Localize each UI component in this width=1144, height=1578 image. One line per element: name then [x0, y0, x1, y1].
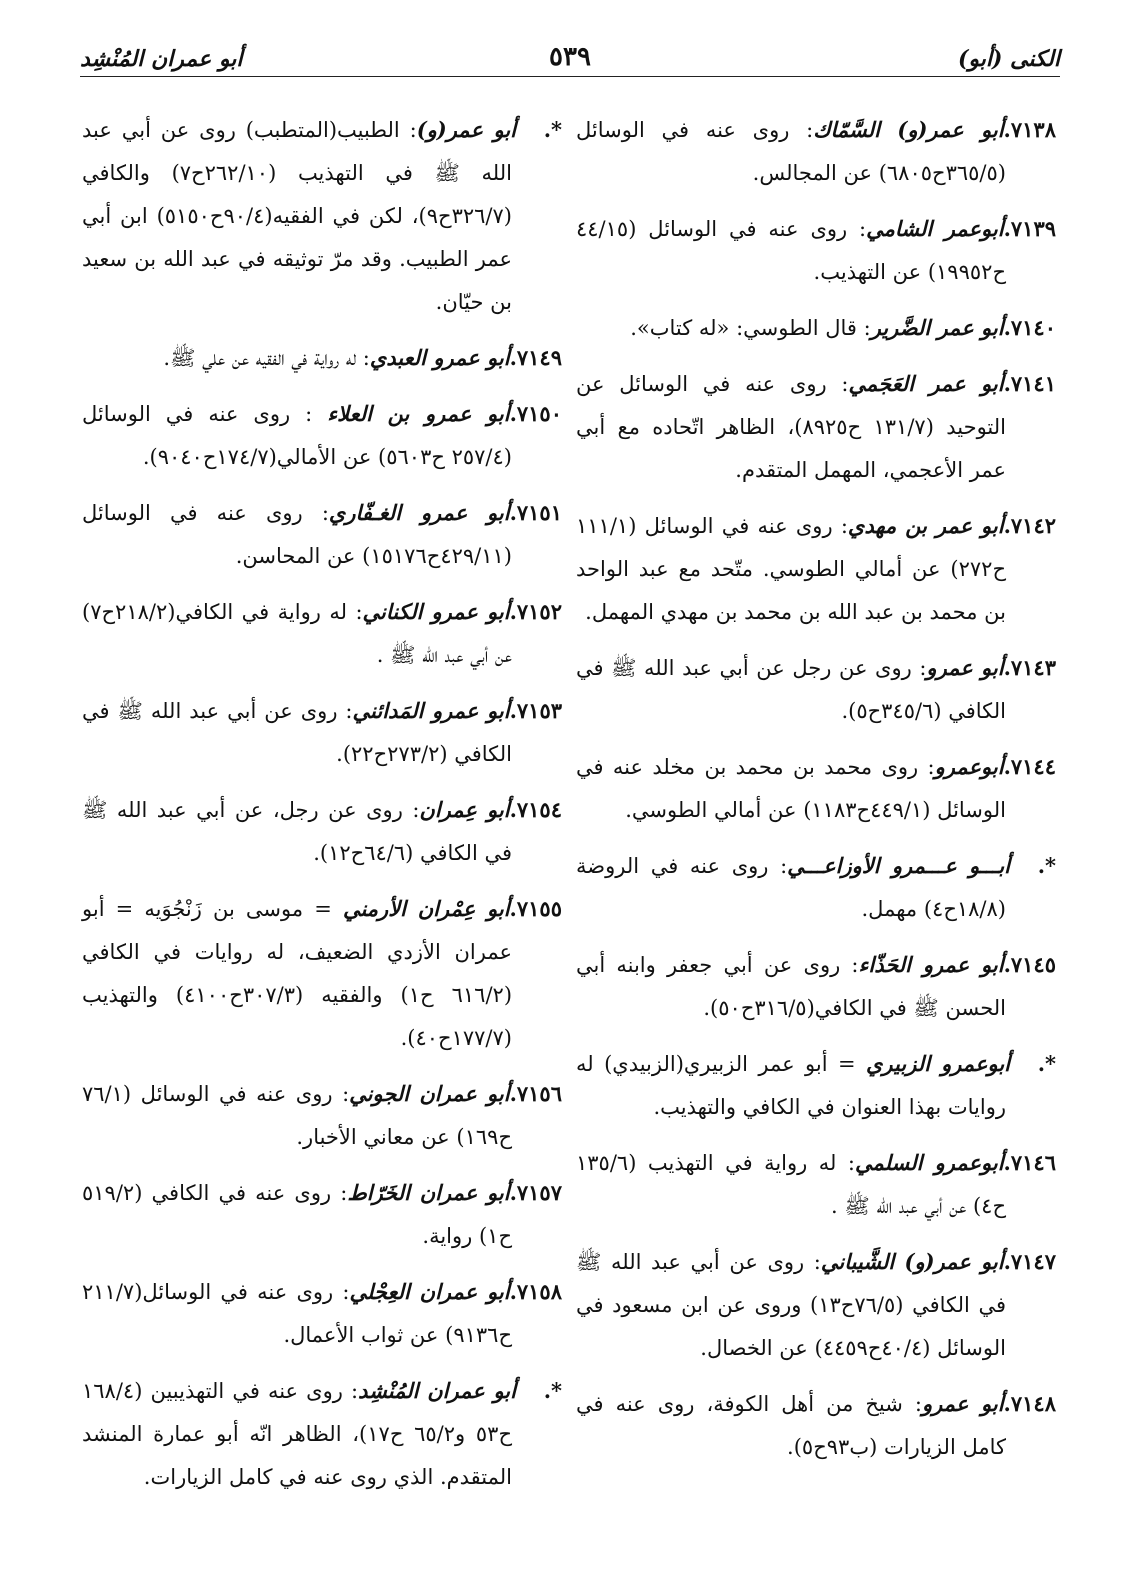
entry — [576, 1141, 1056, 1228]
entry — [82, 887, 562, 1060]
entry — [82, 1171, 562, 1258]
header-running-title: أبو عمران المُنْشِد — [80, 46, 243, 72]
entry-name: أبو عمر(و) الشَّيباني — [820, 1249, 1004, 1274]
entry-text: : روى عنه في الروضة (١٨/٨ح٤) مهمل. — [576, 854, 1006, 921]
entry-number: ٧١٤٠. — [1003, 315, 1056, 340]
entry-name: أبو عمر الضَّرير — [870, 315, 1004, 340]
entry-name: أبو عمرو بن العلاء — [327, 401, 510, 426]
entry-name: أبو عمران الخَرّاط — [347, 1180, 510, 1205]
entry — [82, 590, 562, 677]
entry-name: أبو عمر(و) السَّمّاك — [813, 117, 1004, 142]
entry-name: أبوعمرو السلمي — [854, 1150, 1004, 1175]
entry-number: ٧١٤٨. — [1003, 1391, 1056, 1416]
entry-number: ٧١٤٢. — [1003, 513, 1057, 538]
entry-text: : روى عنه في التهذيبين (١٦٨/٤ ح٥٣ و٦٥/٢ ح١٧)، الظاهر انّه أبو عمارة المنشد المتقدم. الذي روى عنه في كامل الزيارات. — [82, 1379, 513, 1489]
entry-number: ٧١٤٣. — [1003, 655, 1056, 680]
entry-text: : روى عنه في الوسائل (٣٦٥/٥ح٦٨٠٥) عن المجالس. — [576, 118, 1006, 185]
entry — [576, 1042, 1056, 1129]
entry — [576, 844, 1056, 931]
entry-text: : له رواية في الكافي(٢١٨/٢ح٧) عن أبي عبد الله ﷺ . — [82, 600, 512, 667]
entry-number: *. — [1037, 1051, 1057, 1076]
entry — [576, 504, 1056, 634]
entry-number: ٧١٥١. — [509, 500, 562, 525]
entry-name: أبو عمر(و) — [416, 117, 516, 142]
entry-name: أبـــو عـــمرو الأوزاعـــي — [787, 853, 1011, 878]
entry — [82, 392, 562, 479]
entry — [576, 745, 1056, 832]
entry-text: : روى عنه في الكافي (٥١٩/٢ ح١) رواية. — [82, 1181, 512, 1248]
entry — [576, 646, 1056, 733]
entry-name: أبو عمران العِجْلي — [349, 1279, 510, 1304]
entry-name: أبو عمرو المَدائني — [352, 698, 510, 723]
entry-text: : له رواية في الفقيه عن علي ﷺ. — [163, 346, 370, 370]
entry-number: ٧١٤١. — [1003, 371, 1056, 396]
entry-text: = موسى بن زَنْجُوَيه = أبو عمران الأزدي الضعيف، له روايات في الكافي (٦١٦/٢ ح١) والفقيه (٣٠٧/٣ح٤١٠٠) والتهذيب (١٧٧/٧ح٤٠). — [82, 897, 513, 1050]
entry-name: أبوعمرو — [934, 754, 1004, 779]
entry-number: ٧١٣٨. — [1003, 117, 1056, 142]
entry-number: ٧١٤٩. — [509, 345, 562, 370]
entry-text: : روى عنه في الوسائل (٧٦/١ ح١٦٩) عن معاني الأخبار. — [82, 1082, 512, 1149]
entry-text: : روى عن أبي عبد الله ﷺ في الكافي (٢٧٣/٢ح٢٢). — [82, 699, 512, 766]
entry-number: ٧١٤٧. — [1003, 1249, 1056, 1274]
entry — [576, 207, 1056, 294]
entry-number: ٧١٥٤. — [509, 797, 562, 822]
entry — [82, 788, 562, 875]
entry — [576, 1382, 1056, 1469]
entry-text: : روى عن أبي جعفر وابنه أبي الحسن ﷺ في الكافي(٣١٦/٥ح٥٠). — [576, 953, 1006, 1020]
entry-number: ٧١٤٥. — [1003, 952, 1056, 977]
entry-text: : روى عنه في الوسائل (٤٢٩/١١ح١٥١٧٦) عن المحاسن. — [82, 501, 512, 568]
entry-text: : قال الطوسي: «له كتاب». — [630, 316, 871, 340]
entry-number: ٧١٥٨. — [509, 1279, 562, 1304]
entry-number: ٧١٥٠. — [509, 401, 562, 426]
entry-number: ٧١٥٥. — [509, 896, 562, 921]
entry — [82, 1072, 562, 1159]
entry-name: أبوعمر الشامي — [866, 216, 1004, 241]
entry-number: ٧١٤٦. — [1003, 1150, 1056, 1175]
entry — [82, 336, 562, 380]
entry-name: أبو عمرو — [926, 655, 1004, 680]
entry-name: أبو عمرو العبدي — [369, 345, 510, 370]
entry-name: أبو عمرو الحَذّاء — [858, 952, 1004, 977]
entry-number: *. — [543, 1378, 562, 1403]
entry-name: أبو عمرو الغـفّاري — [328, 500, 510, 525]
entry-text: : روى عن أبي عبد الله ﷺ في الكافي (٧٦/٥ح١٣) وروى عن ابن مسعود في الوسائل (٤٠/٤ح٤٤٥٩) عن الخصال. — [576, 1250, 1006, 1360]
entry-text: : الطبيب(المتطبب) روى عن أبي عبد الله ﷺ في التهذيب (٢٦٢/١٠ح٧) والكافي (٣٢٦/٧ح٩)، لكن في الفقيه(٩٠/٤ح٥١٥٠) ابن أبي عمر الطبيب. وقد مرّ توثيقه في عبد الله بن سعيد بن حيّان. — [82, 118, 512, 314]
entry — [576, 362, 1056, 492]
entry-text: : شيخ من أهل الكوفة، روى عنه في كامل الزيارات (ب٩٣ح٥). — [576, 1392, 1006, 1459]
entry — [576, 943, 1056, 1030]
right-column — [576, 108, 1056, 1481]
entry-number: ٧١٥٢. — [509, 599, 562, 624]
entry-name: أبو عمرو الكناني — [362, 599, 510, 624]
entry-number: ٧١٥٦. — [509, 1081, 562, 1106]
entry-text: : روى محمد بن محمد بن مخلد عنه في الوسائل (٤٤٩/١ح١١٨٣) عن أمالي الطوسي. — [576, 755, 1006, 822]
page-header — [80, 40, 1060, 77]
entry-name: أبوعمرو الزبيري — [866, 1051, 1011, 1076]
left-column — [82, 108, 562, 1511]
entry — [82, 491, 562, 578]
entry-number: ٧١٥٧. — [509, 1180, 562, 1205]
entry-name: أبو عمر بن مهدي — [847, 513, 1004, 538]
entry — [82, 108, 562, 324]
entry-number: ٧١٣٩. — [1003, 216, 1057, 241]
entry-name: أبو عمران المُنْشِد — [358, 1378, 516, 1403]
entry-text: : له رواية في التهذيب (١٣٥/٦ ح٤) عن أبي عبد الله ﷺ . — [576, 1151, 1006, 1218]
entry-text: : روى عن رجل، عن أبي عبد الله ﷺ في الكافي (٦٤/٦ح١٢). — [82, 798, 512, 865]
entry-text: : روى عنه في الوسائل (٢٥٧/٤ ح٥٦٠٣) عن الأمالي(١٧٤/٧ح٩٠٤٠). — [82, 402, 512, 469]
entry — [82, 1270, 562, 1357]
entry-text: = أبو عمر الزبيري(الزبيدي) له روايات بهذا العنوان في الكافي والتهذيب. — [576, 1052, 1006, 1119]
entry-name: أبو عِمْران الأرمني — [342, 896, 510, 921]
entry-name: أبو عِمران — [419, 797, 510, 822]
entry-number: *. — [543, 117, 562, 142]
entry-text: : روى عنه في الوسائل عن التوحيد (١٣١/٧ ح٨٩٢٥)، الظاهر اتّحاده مع أبي عمر الأعجمي، المهمل المتقدم. — [576, 372, 1006, 482]
entry-number: *. — [1037, 853, 1057, 878]
entry-text: : روى عن رجل عن أبي عبد الله ﷺ في الكافي (٣٤٥/٦ح٥). — [576, 656, 1006, 723]
entry-name: أبو عمرو — [921, 1391, 1004, 1416]
entry — [82, 689, 562, 776]
entry — [576, 108, 1056, 195]
header-chapter-title: الكنى (أبو) — [957, 46, 1060, 72]
entry-name: أبو عمر العَجَمي — [848, 371, 1004, 396]
entry — [576, 306, 1056, 350]
entry-number: ٧١٤٤. — [1003, 754, 1056, 779]
entry-text: : روى عنه في الوسائل(٢١١/٧ ح٩١٣٦) عن ثواب الأعمال. — [82, 1280, 512, 1347]
entry-text: : روى عنه في الوسائل (٤٤/١٥ ح١٩٩٥٢) عن التهذيب. — [576, 217, 1006, 284]
entry — [82, 1369, 562, 1499]
entry-name: أبو عمران الجوني — [349, 1081, 510, 1106]
entry-number: ٧١٥٣. — [509, 698, 563, 723]
page-number: ٥٣٩ — [549, 42, 591, 72]
entry — [576, 1240, 1056, 1370]
entry-text: : روى عنه في الوسائل (١١١/١ ح٢٧٢) عن أمالي الطوسي. متّحد مع عبد الواحد بن محمد بن عبد الله بن محمد بن مهدي المهمل. — [576, 514, 1006, 624]
